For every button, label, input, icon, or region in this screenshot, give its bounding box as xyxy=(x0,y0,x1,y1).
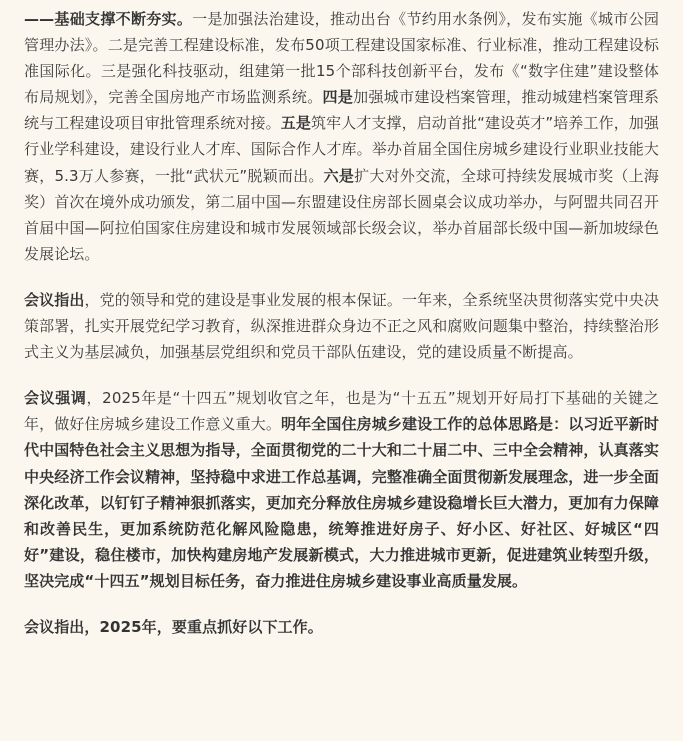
run-text: 会议指出 xyxy=(24,290,85,309)
run-text: 扩大对外交流，全球可持续发展城市奖（上海奖）首次在境外成功颁发，第二届中国—东盟建设住房部长圆桌会议成功举办，与阿盟共同召开首届中国—阿拉伯国家住房建设和城市发展领域部长级会议，举办首届部长级中国—新加坡绿色发展论坛。 xyxy=(24,166,659,263)
paragraph-party-building xyxy=(24,287,659,365)
run-text: 完善工程建设标准，发布50项工程建设国家标准、行业标准，推动工程建设标准国际化。 xyxy=(24,36,659,81)
run-text: 加强城市建设档案管理，推动城建档案管理系统与工程建设项目审批管理系统对接。 xyxy=(24,88,659,133)
run-text: 加强法治建设，推动出台《节约用水条例》，发布实施《城市公园管理办法》。 xyxy=(24,10,659,55)
run-text: 筑牢人才支撑，启动首批“建设英才”培养工作，加强行业学科建设，建设行业人才库、国际合作人才库。举办首届全国住房城乡建设行业职业技能大赛，5.3万人参赛，一批“武状元”脱颖而出。 xyxy=(24,114,660,185)
run-text: 一是 xyxy=(192,10,223,28)
run-text: 明年全国住房城乡建设工作的总体思路是：以习近平新时代中国特色社会主义思想为指导，全面贯彻党的二十大和二十届二中、三中全会精神，认真落实中央经济工作会议精神，坚持稳中求进工作总基调，完整准确全面贯彻新发展理念，进一步全面深化改革，以钉钉子精神狠抓落实，更加充分释放住房城乡建设稳增长巨大潜力，更加有力保障和改善民生，更加系统防范化解风险隐患，统筹推进好房子、好小区、好社区、好城区“四好”建设，稳住楼市，加快构建房地产发展新模式，大力推进城市更新，促进建筑业转型升级，坚决完成“十四五”规划目标任务，奋力推进住房城乡建设事业高质量发展。 xyxy=(24,415,659,590)
run-text: 六是 xyxy=(323,166,355,185)
paragraph-general-approach xyxy=(24,385,659,594)
run-text: 五是 xyxy=(280,114,311,133)
run-text: ，2025年是“十四五”规划收官之年，也是为“十五五”规划开好局打下基础的关键之年，做好住房城乡建设工作意义重大。 xyxy=(24,389,660,434)
run-text: 四是 xyxy=(322,88,354,107)
run-text: 三是 xyxy=(100,62,132,81)
paragraph-key-tasks-intro xyxy=(24,614,659,640)
run-text: ——基础支撑不断夯实。 xyxy=(24,10,193,28)
run-text: 二是 xyxy=(107,36,139,55)
run-text: 会议强调 xyxy=(24,389,87,408)
run-text: 强化科技驱动，组建第一批15个部科技创新平台，发布《“数字住建”建设整体布局规划》，完善全国房地产市场监测系统。 xyxy=(24,62,660,107)
run-text: ，党的领导和党的建设是事业发展的根本保证。一年来，全系统坚决贯彻落实党中央决策部署，扎实开展党纪学习教育，纵深推进群众身边不正之风和腐败问题集中整治，持续整治形式主义为基层减负，加强基层党组织和党员干部队伍建设，党的建设质量不断提高。 xyxy=(24,290,659,362)
paragraph-foundation-support xyxy=(24,6,659,267)
run-text: 会议指出，2025年，要重点抓好以下工作。 xyxy=(24,617,323,636)
